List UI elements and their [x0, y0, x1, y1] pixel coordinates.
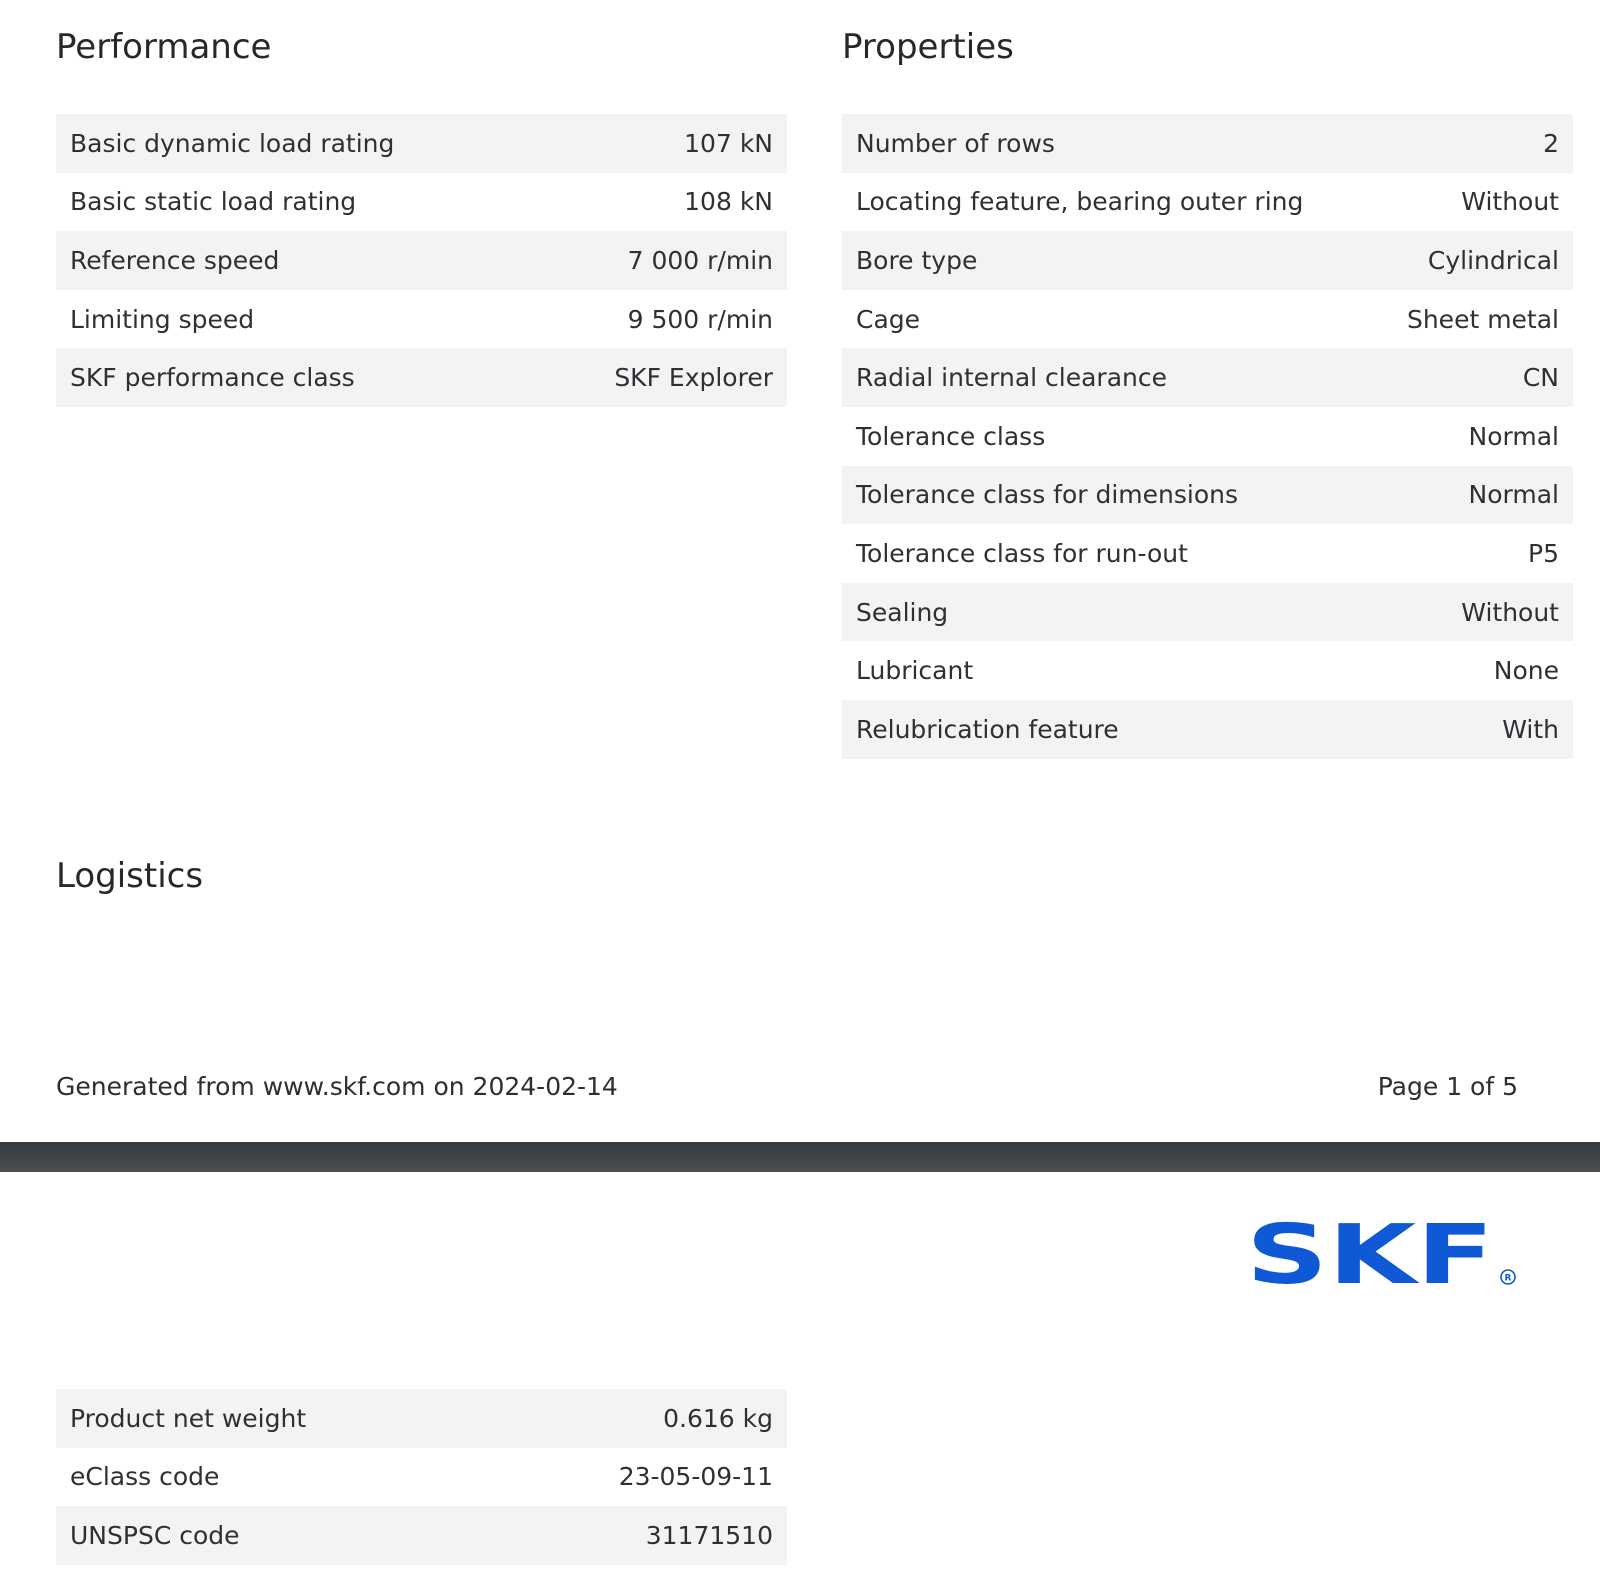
row-label: SKF performance class [70, 363, 355, 393]
row-value: Sheet metal [1406, 304, 1559, 334]
row-label: Tolerance class for run-out [856, 538, 1188, 568]
generated-note: Generated from www.skf.com on 2024-02-14 [56, 1072, 618, 1101]
row-value: SKF Explorer [614, 363, 773, 393]
table-row [842, 348, 1573, 407]
row-value: CN [1522, 363, 1559, 393]
row-label: Reference speed [70, 245, 280, 275]
row-label: Basic static load rating [70, 187, 357, 217]
performance-title: Performance [56, 27, 272, 67]
page-divider [0, 1142, 1600, 1172]
row-value: 23-05-09-11 [618, 1462, 773, 1492]
table-row [56, 231, 787, 290]
table-row [842, 583, 1573, 642]
row-label: Bore type [856, 245, 978, 275]
table-row [842, 524, 1573, 583]
row-label: eClass code [70, 1462, 220, 1492]
row-value: Cylindrical [1427, 245, 1559, 275]
row-label: Locating feature, bearing outer ring [856, 187, 1304, 217]
row-value: 2 [1543, 128, 1559, 158]
logistics-title: Logistics [56, 856, 204, 896]
table-row [842, 173, 1573, 232]
row-value: Normal [1468, 480, 1559, 510]
row-value: 0.616 kg [663, 1403, 773, 1433]
table-row [842, 641, 1573, 700]
table-row [56, 114, 787, 173]
properties-table [842, 114, 1573, 759]
row-label: Limiting speed [70, 304, 255, 334]
properties-title: Properties [842, 27, 1014, 67]
table-row [842, 114, 1573, 173]
registered-letter: R [1504, 1273, 1512, 1284]
row-label: Relubrication feature [856, 714, 1119, 744]
row-value: Without [1461, 187, 1559, 217]
logistics-table [56, 1389, 787, 1565]
row-value: 31171510 [645, 1520, 773, 1550]
table-row [842, 290, 1573, 349]
table-row [56, 290, 787, 349]
table-row [842, 466, 1573, 525]
row-label: Sealing [856, 597, 949, 627]
table-row [56, 348, 787, 407]
row-label: Lubricant [856, 656, 974, 686]
skf-logo [1246, 1219, 1518, 1289]
logo-text: SKF [1246, 1219, 1494, 1289]
row-value: 7 000 r/min [627, 245, 773, 275]
table-row [56, 173, 787, 232]
row-value: 108 kN [684, 187, 773, 217]
row-value: 107 kN [684, 128, 773, 158]
row-label: UNSPSC code [70, 1520, 240, 1550]
row-label: Cage [856, 304, 921, 334]
table-row [842, 231, 1573, 290]
row-label: Radial internal clearance [856, 363, 1167, 393]
row-label: Tolerance class [856, 421, 1046, 451]
row-value: 9 500 r/min [627, 304, 773, 334]
table-row [56, 1506, 787, 1565]
row-value: Normal [1468, 421, 1559, 451]
row-label: Product net weight [70, 1403, 307, 1433]
page-number: Page 1 of 5 [1377, 1072, 1518, 1101]
row-value: P5 [1528, 538, 1559, 568]
table-row [842, 700, 1573, 759]
row-value: Without [1461, 597, 1559, 627]
table-row [842, 407, 1573, 466]
row-value: With [1502, 714, 1559, 744]
row-label: Tolerance class for dimensions [856, 480, 1239, 510]
table-row [56, 1389, 787, 1448]
row-value: None [1493, 656, 1559, 686]
performance-table [56, 114, 787, 407]
row-label: Number of rows [856, 128, 1055, 158]
table-row [56, 1448, 787, 1507]
row-label: Basic dynamic load rating [70, 128, 395, 158]
